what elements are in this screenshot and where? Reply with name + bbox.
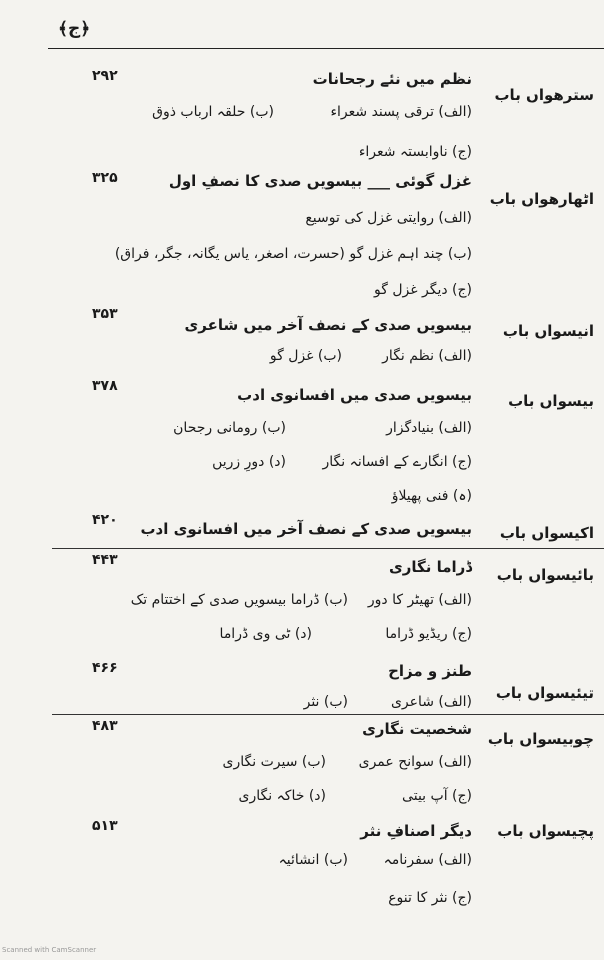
sub-item: (الف) ترقی پسند شعراء — [330, 104, 472, 120]
entry-divider — [52, 714, 604, 715]
chapter-title: طنز و مزاح — [388, 662, 472, 680]
sub-item: (الف) روایتی غزل کی توسیع — [305, 210, 472, 226]
page-number: ۳۷۸ — [92, 378, 118, 394]
sub-item: (ج) آپ بیتی — [402, 788, 472, 804]
chapter-label: سترھواں باب — [494, 86, 594, 104]
sub-item: (ب) انشائیہ — [278, 852, 348, 868]
sub-item: (الف) تھیٹر کا دور — [367, 592, 472, 608]
sub-item: (ج) ریڈیو ڈراما — [385, 626, 472, 642]
sub-item: (ج) نثر کا تنوع — [388, 890, 472, 906]
page-number: ۴۴۳ — [92, 552, 118, 568]
sub-item: (ہ) فنی پھیلاؤ — [391, 488, 472, 504]
chapter-label: بائیسواں باب — [496, 566, 594, 584]
sub-item: (ج) دیگر غزل گو — [373, 282, 472, 298]
sub-item: (ب) رومانی رجحان — [173, 420, 286, 436]
header-divider — [48, 48, 604, 49]
sub-item: (ج) انگارے کے افسانہ نگار — [322, 454, 472, 470]
scanner-watermark: Scanned with CamScanner — [2, 946, 97, 954]
chapter-label: اکیسواں باب — [499, 524, 594, 542]
chapter-label: پچیسواں باب — [497, 822, 594, 840]
page-number: ۴۸۳ — [92, 718, 118, 734]
page-number: ۳۵۳ — [92, 306, 118, 322]
chapter-title: بیسویں صدی کے نصف آخر میں شاعری — [184, 316, 472, 334]
page-header-mark: ﴿ج﴾ — [58, 19, 91, 39]
sub-item: (ج) ناوابستہ شعراء — [358, 144, 472, 160]
sub-item: (الف) سوانح عمری — [358, 754, 472, 770]
sub-item: (ب) غزل گو — [269, 348, 342, 364]
sub-item: (ب) نثر — [303, 694, 348, 710]
page-number: ۳۲۵ — [92, 170, 118, 186]
chapter-title: بیسویں صدی میں افسانوی ادب — [237, 386, 472, 404]
chapter-title: غزل گوئی ___ بیسویں صدی کا نصفِ اول — [168, 172, 472, 190]
chapter-title: بیسویں صدی کے نصف آخر میں افسانوی ادب — [140, 520, 472, 538]
entry-divider — [52, 548, 604, 549]
sub-item: (ب) سیرت نگاری — [222, 754, 326, 770]
page-number: ۴۲۰ — [92, 512, 118, 528]
sub-item: (د) دورِ زریں — [212, 454, 286, 470]
sub-item: (الف) سفرنامہ — [383, 852, 472, 868]
sub-item: (د) ٹی وی ڈراما — [219, 626, 312, 642]
chapter-label: تیئیسواں باب — [495, 684, 594, 702]
page-number: ۵۱۳ — [92, 818, 118, 834]
chapter-title: شخصیت نگاری — [362, 720, 472, 738]
sub-item: (الف) نظم نگار — [382, 348, 472, 364]
page-number: ۲۹۲ — [92, 68, 118, 84]
sub-item: (ب) چند اہم غزل گو (حسرت، اصغر، یاس یگانہ، جگر، فراق) — [114, 246, 472, 262]
sub-item: (الف) شاعری — [390, 694, 472, 710]
sub-item: (ب) ڈراما بیسویں صدی کے اختتام تک — [130, 592, 348, 608]
page-number: ۴۶۶ — [92, 660, 118, 676]
sub-item: (د) خاکہ نگاری — [238, 788, 326, 804]
chapter-label: انیسواں باب — [502, 322, 594, 340]
chapter-title: ڈراما نگاری — [389, 558, 472, 576]
sub-item: (ب) حلقہ ارباب ذوق — [152, 104, 274, 120]
chapter-title: دیگر اصنافِ نثر — [360, 822, 472, 840]
chapter-label: اٹھارھواں باب — [489, 190, 594, 208]
sub-item: (الف) بنیادگزار — [386, 420, 472, 436]
chapter-label: بیسواں باب — [508, 392, 594, 410]
chapter-title: نظم میں نئے رجحانات — [312, 70, 472, 88]
chapter-label: چوبیسواں باب — [487, 730, 594, 748]
